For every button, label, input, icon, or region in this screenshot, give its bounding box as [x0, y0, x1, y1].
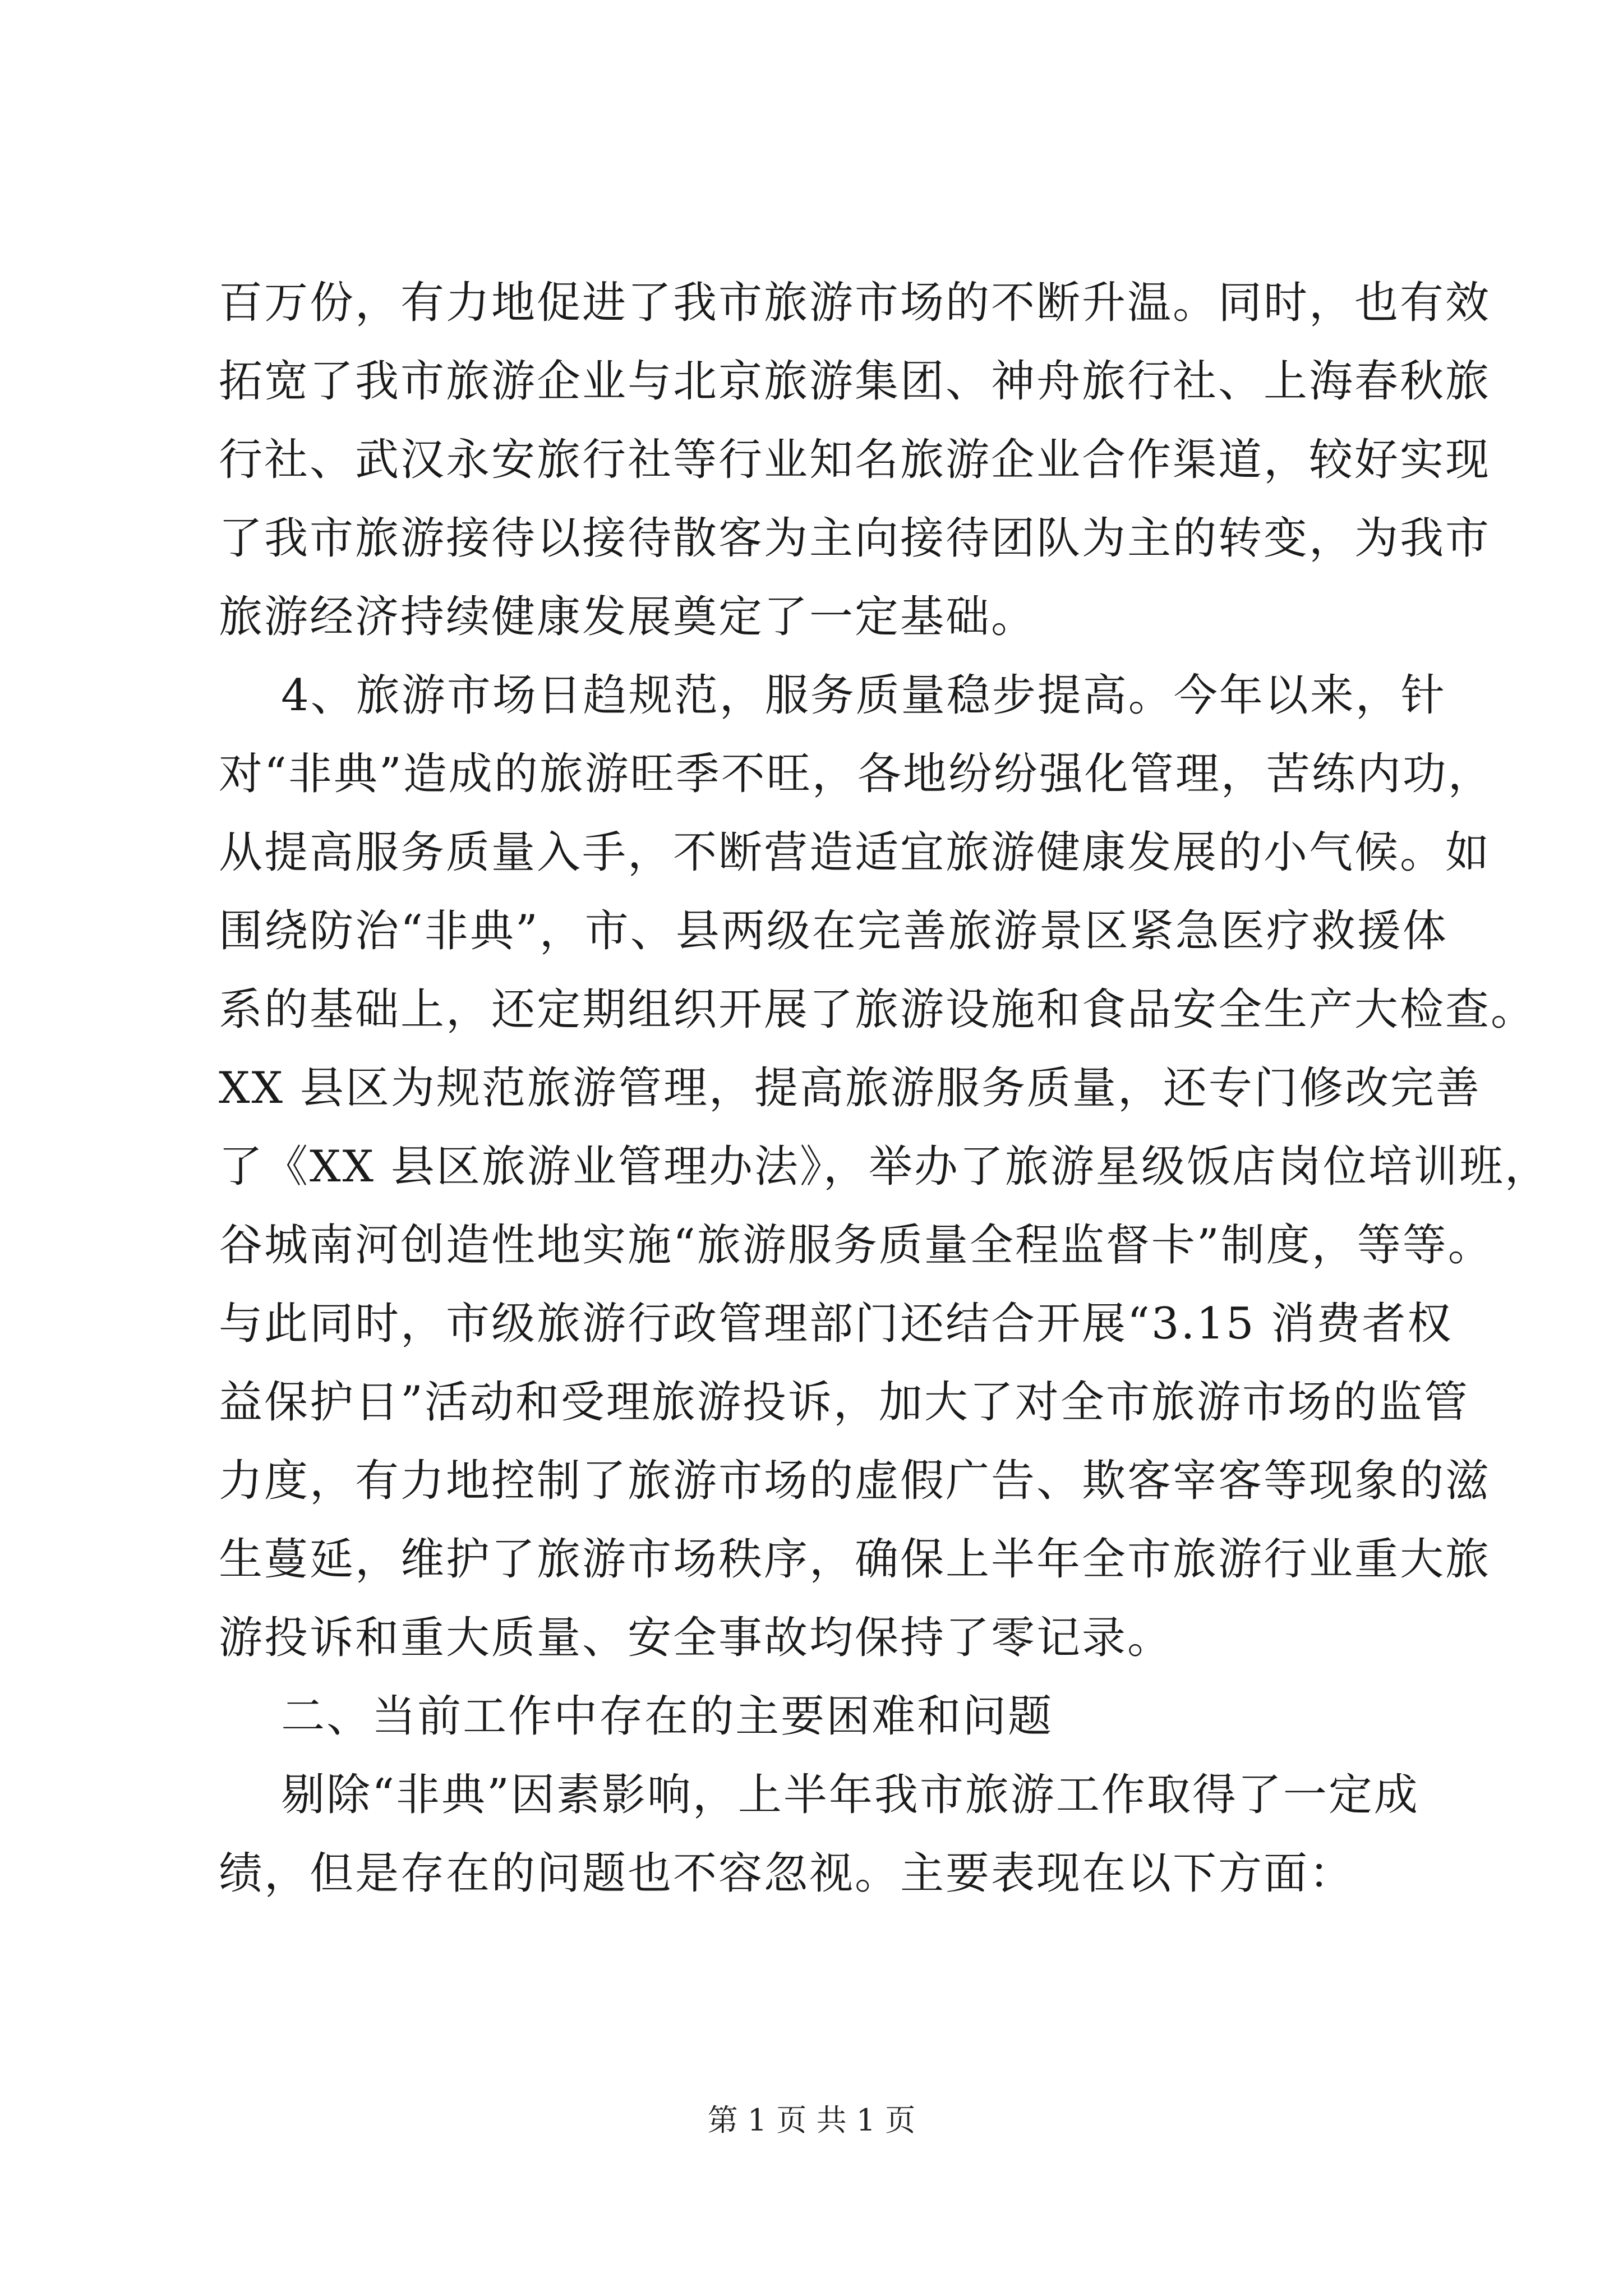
text-line: 谷城南河创造性地实施“旅游服务质量全程监督卡”制度，等等。: [219, 1220, 1493, 1271]
text-line: 游投诉和重大质量、安全事故均保持了零记录。: [219, 1613, 1173, 1663]
text-line: 力度，有力地控制了旅游市场的虚假广告、欺客宰客等现象的滋: [219, 1456, 1491, 1506]
text-line: 拓宽了我市旅游企业与北京旅游集团、神舟旅行社、上海春秋旅: [219, 356, 1491, 407]
text-line: 对“非典”造成的旅游旺季不旺，各地纷纷强化管理，苦练内功，: [219, 749, 1493, 799]
text-line: 系的基础上，还定期组织开展了旅游设施和食品安全生产大检查。: [219, 984, 1537, 1035]
text-line: 百万份，有力地促进了我市旅游市场的不断升温。同时，也有效: [219, 278, 1491, 328]
text-line: 绩，但是存在的问题也不容忽视。主要表现在以下方面：: [219, 1848, 1355, 1899]
text-line: 围绕防治“非典”，市、县两级在完善旅游景区紧急医疗救援体: [219, 906, 1448, 956]
text-line: 益保护日”活动和受理旅游投诉，加大了对全市旅游市场的监管: [219, 1377, 1469, 1428]
section-heading: 二、当前工作中存在的主要困难和问题: [219, 1691, 1054, 1742]
paragraph-first-line: 剔除“非典”因素影响，上半年我市旅游工作取得了一定成: [219, 1770, 1419, 1820]
text-line: XX 县区为规范旅游管理，提高旅游服务质量，还专门修改完善: [219, 1063, 1481, 1114]
text-line: 了我市旅游接待以接待散客为主向接待团队为主的转变，为我市: [219, 513, 1491, 564]
text-line: 旅游经济持续健康发展奠定了一定基础。: [219, 592, 1037, 642]
text-line: 了《XX 县区旅游业管理办法》，举办了旅游星级饭店岗位培训班，: [219, 1142, 1550, 1192]
page-number-footer: 第 1 页 共 1 页: [707, 2102, 916, 2138]
text-line: 行社、武汉永安旅行社等行业知名旅游企业合作渠道，较好实现: [219, 435, 1491, 485]
text-line: 生蔓延，维护了旅游市场秩序，确保上半年全市旅游行业重大旅: [219, 1534, 1491, 1585]
paragraph-first-line: 4、旅游市场日趋规范，服务质量稳步提高。今年以来，针: [219, 670, 1446, 721]
text-line: 从提高服务质量入手，不断营造适宜旅游健康发展的小气候。如: [219, 827, 1491, 878]
text-line: 与此同时，市级旅游行政管理部门还结合开展“3.15 消费者权: [219, 1299, 1453, 1349]
